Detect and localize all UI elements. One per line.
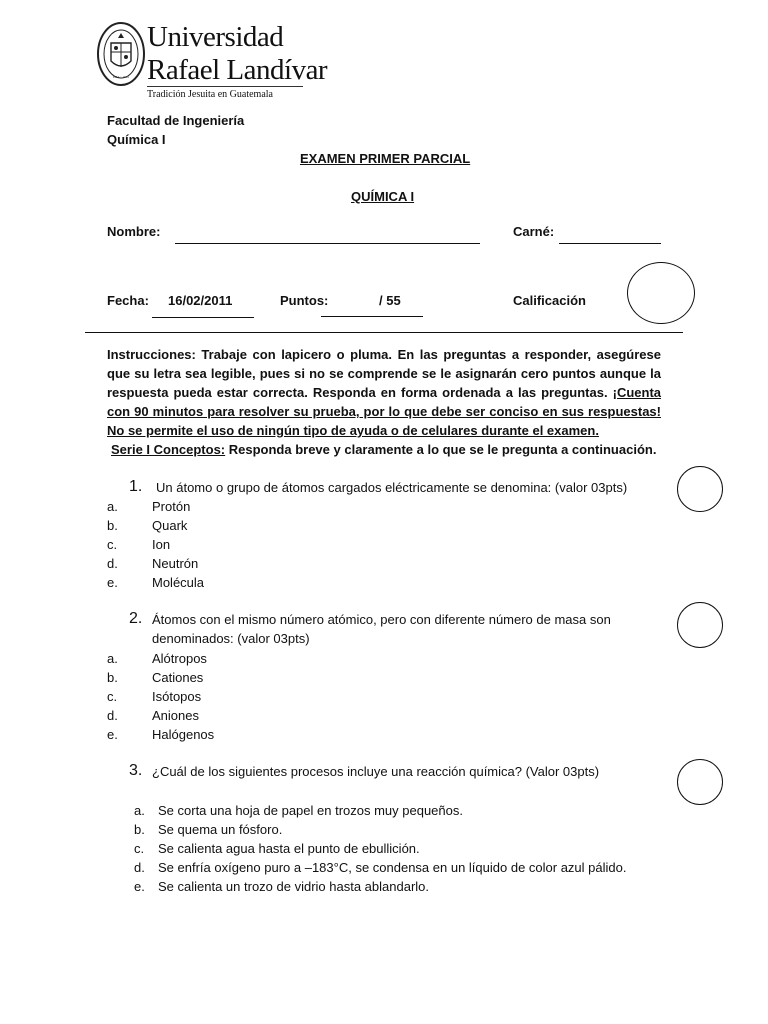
question-3-options xyxy=(134,801,626,896)
puntos-total: / 55 xyxy=(379,293,401,308)
list-item: a. Se corta una hoja de papel en trozos muy pequeños. xyxy=(134,803,463,818)
exam-title: EXAMEN PRIMER PARCIAL xyxy=(300,151,471,166)
question-2-number: 2. xyxy=(129,610,143,627)
list-item: e. Halógenos xyxy=(107,727,215,742)
carne-label: Carné: xyxy=(513,224,555,239)
list-item: c. Se calienta agua hasta el punto de ebullición. xyxy=(134,841,420,856)
list-item: a. Protón xyxy=(107,499,191,514)
list-item: b. Se quema un fósforo. xyxy=(134,822,283,837)
nombre-field[interactable] xyxy=(175,243,480,244)
question-2-text-line2: denominados: (valor 03pts) xyxy=(152,631,310,646)
instructions-phone-note: No se permite el uso de ningún tipo de ayuda o de celulares durante el examen. xyxy=(107,423,599,438)
question-1-answer-circle[interactable] xyxy=(677,466,723,512)
puntos-label: Puntos: xyxy=(280,293,329,308)
question-2-options xyxy=(107,649,214,744)
fecha-value: 16/02/2011 xyxy=(168,293,233,308)
faculty-name: Facultad de Ingeniería xyxy=(107,113,245,128)
course-name: Química I xyxy=(107,132,166,147)
question-3-text: ¿Cuál de los siguientes procesos incluye una reacción química? (Valor 03pts) xyxy=(152,764,600,779)
list-item: b. Quark xyxy=(107,518,188,533)
list-item: d. Neutrón xyxy=(107,556,199,571)
puntos-field[interactable] xyxy=(321,316,423,317)
question-3-number: 3. xyxy=(129,762,143,779)
list-item: d. Se enfría oxígeno puro a –183°C, se condensa en un líquido de color azul pálido. xyxy=(134,860,627,875)
question-3-answer-circle[interactable] xyxy=(677,759,723,805)
list-item: d. Aniones xyxy=(107,708,199,723)
carne-field[interactable] xyxy=(559,243,661,244)
university-seal-text: URL · 1961 xyxy=(112,75,130,79)
fecha-label: Fecha: xyxy=(107,293,149,308)
university-seal-icon xyxy=(96,21,146,87)
question-2-text-line1: Átomos con el mismo número atómico, pero con diferente número de masa son xyxy=(152,612,611,627)
exam-subtitle: QUÍMICA I xyxy=(351,189,415,204)
calificacion-label: Calificación xyxy=(513,293,586,308)
question-2-answer-circle[interactable] xyxy=(677,602,723,648)
header-divider xyxy=(85,332,683,333)
instructions-time-note: ¡Cuenta con 90 minutos para resolver su prueba, por lo que debe ser conciso en sus respuestas! xyxy=(107,385,661,419)
list-item: e. Molécula xyxy=(107,575,205,590)
nombre-label: Nombre: xyxy=(107,224,161,239)
question-1-number: 1. xyxy=(129,478,143,495)
university-name-line1: Universidad xyxy=(147,21,284,53)
list-item: e. Se calienta un trozo de vidrio hasta ablandarlo. xyxy=(134,879,430,894)
list-item: c. Isótopos xyxy=(107,689,202,704)
logo-rule xyxy=(147,86,303,87)
calificacion-circle[interactable] xyxy=(627,262,695,324)
instructions-block xyxy=(107,345,661,459)
university-name-line2: Rafael Landívar xyxy=(147,54,328,86)
instructions-intro: Instrucciones: Trabaje con lapicero o pluma. En las preguntas a responder, asegúrese que su letra sea legible, pues si no se comprende se le asignarán cero puntos aunque la respuesta pueda estar correcta. Responda en forma ordenada a las preguntas. xyxy=(107,347,661,400)
university-motto: Tradición Jesuita en Guatemala xyxy=(147,89,273,100)
list-item: a. Alótropos xyxy=(107,651,207,666)
list-item: b. Cationes xyxy=(107,670,204,685)
series-label: Serie I Conceptos: xyxy=(111,442,226,457)
question-1-text: Un átomo o grupo de átomos cargados eléctricamente se denomina: (valor 03pts) xyxy=(156,480,628,495)
fecha-field xyxy=(152,317,254,318)
series-text: Responda breve y claramente a lo que se le pregunta a continuación. xyxy=(225,442,657,457)
question-1-options xyxy=(107,497,204,592)
list-item: c. Ion xyxy=(107,537,171,552)
